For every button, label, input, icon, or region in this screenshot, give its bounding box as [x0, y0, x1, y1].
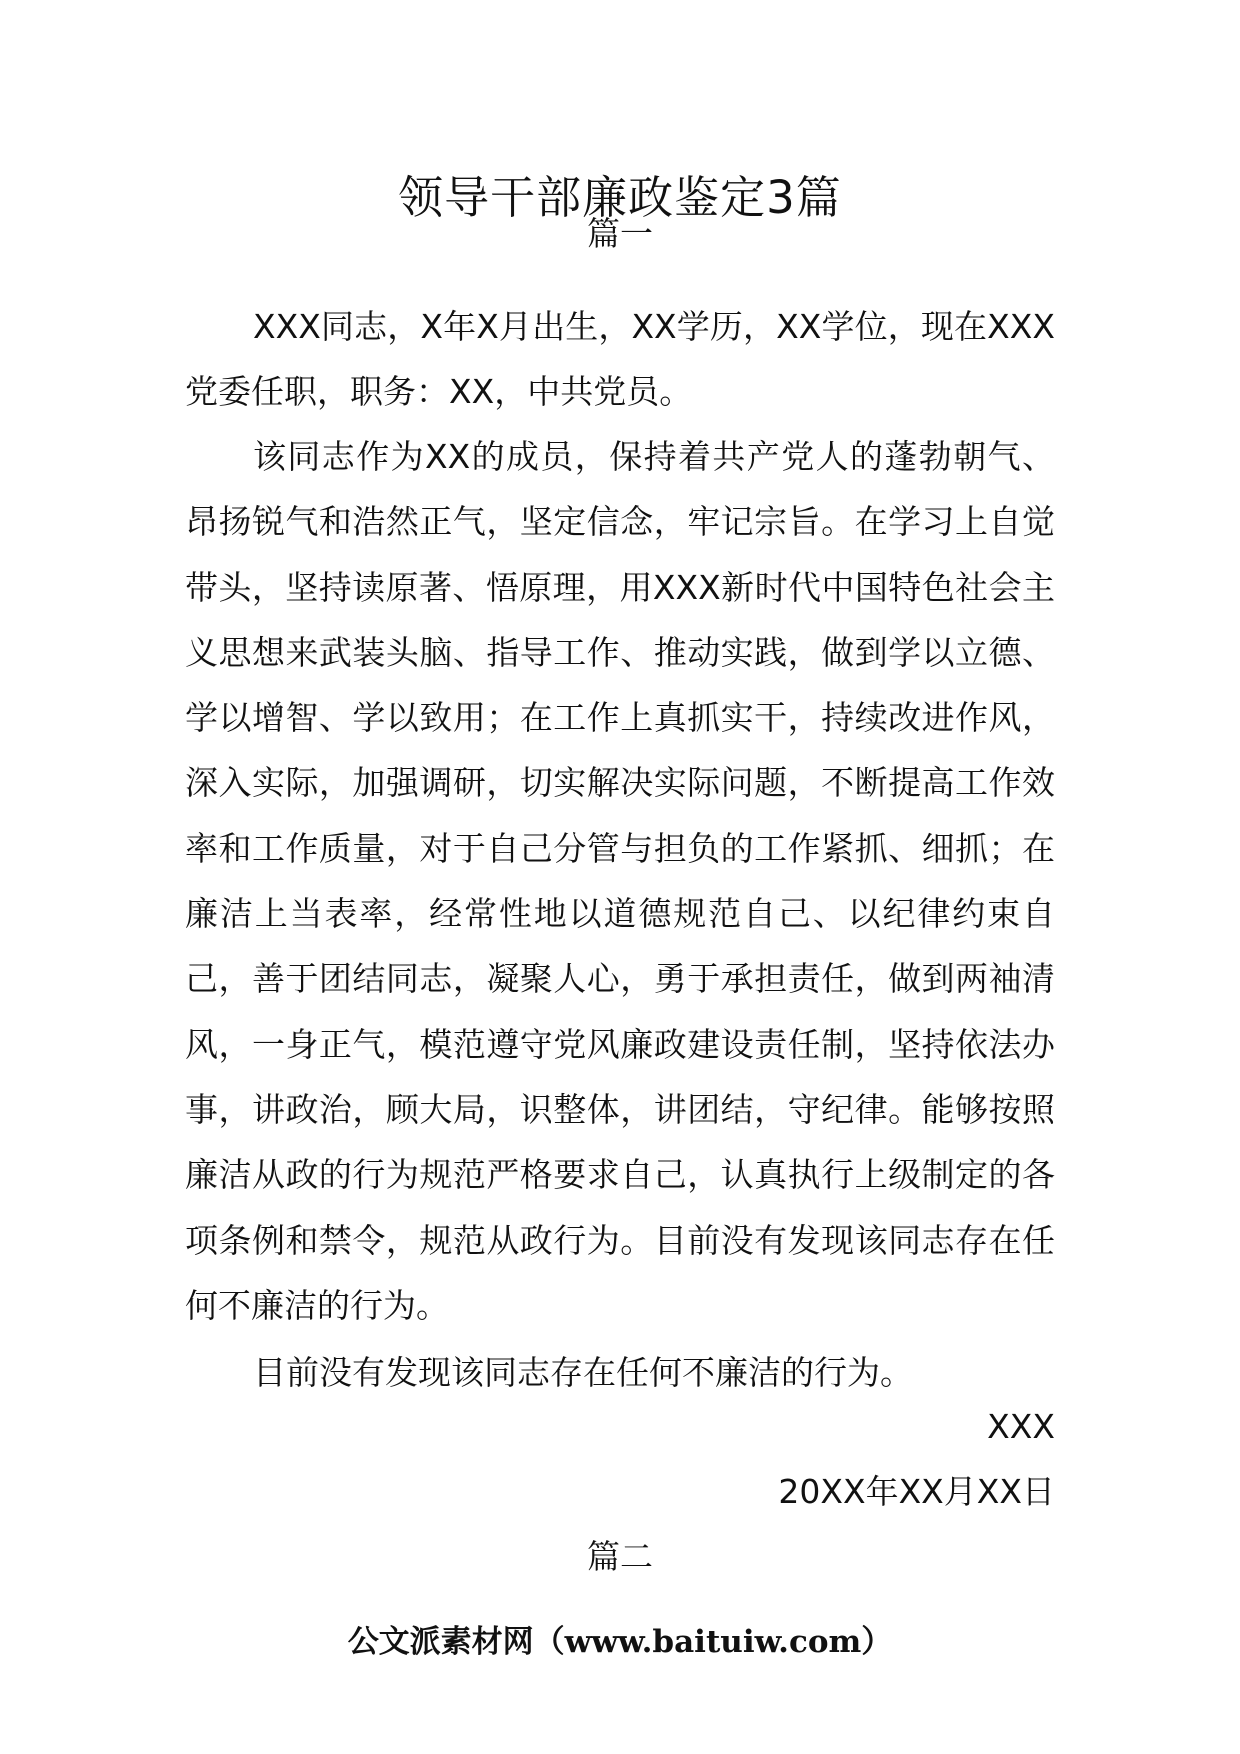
paragraph-conclusion: 目前没有发现该同志存在任何不廉洁的行为。 [253, 1353, 913, 1392]
section-heading-one: 篇一 [587, 214, 653, 253]
section-heading-two: 篇二 [587, 1537, 653, 1576]
paragraph-evaluation: 该同志作为XX的成员，保持着共产党人的蓬勃朝气、昂扬锐气和浩然正气，坚定信念，牢记宗旨。在学习上自觉带头，坚持读原著、悟原理，用XXX新时代中国特色社会主义思想来武装头脑、指导工作、推动实践，做到学以立德、学以增智、学以致用；在工作上真抓实干，持续改进作风，深入实际，加强调研，切实解决实际问题，不断提高工作效率和工作质量，对于自己分管与担负的工作紧抓、细抓；在廉洁上当表率，经常性地以道德规范自己、以纪律约束自己，善于团结同志，凝聚人心，勇于承担责任，做到两袖清风，一身正气，模范遵守党风廉政建设责任制，坚持依法办事，讲政治，顾大局，识整体，讲团结，守纪律。能够按照廉洁从政的行为规范严格要求自己，认真执行上级制定的各项条例和禁令，规范从政行为。目前没有发现该同志存在任何不廉洁的行为。 [185, 437, 1055, 1325]
paragraph-profile: XXX同志，X年X月出生，XX学历，XX学位，现在XXX党委任职，职务：XX，中共党员。 [185, 307, 1055, 412]
footer-watermark: 公文派素材网（www.baituiw.com） [347, 1624, 893, 1660]
signature: XXX [987, 1407, 1055, 1446]
document-title: 领导干部廉政鉴定3篇 [398, 171, 842, 224]
date-line: 20XX年XX月XX日 [778, 1472, 1055, 1511]
